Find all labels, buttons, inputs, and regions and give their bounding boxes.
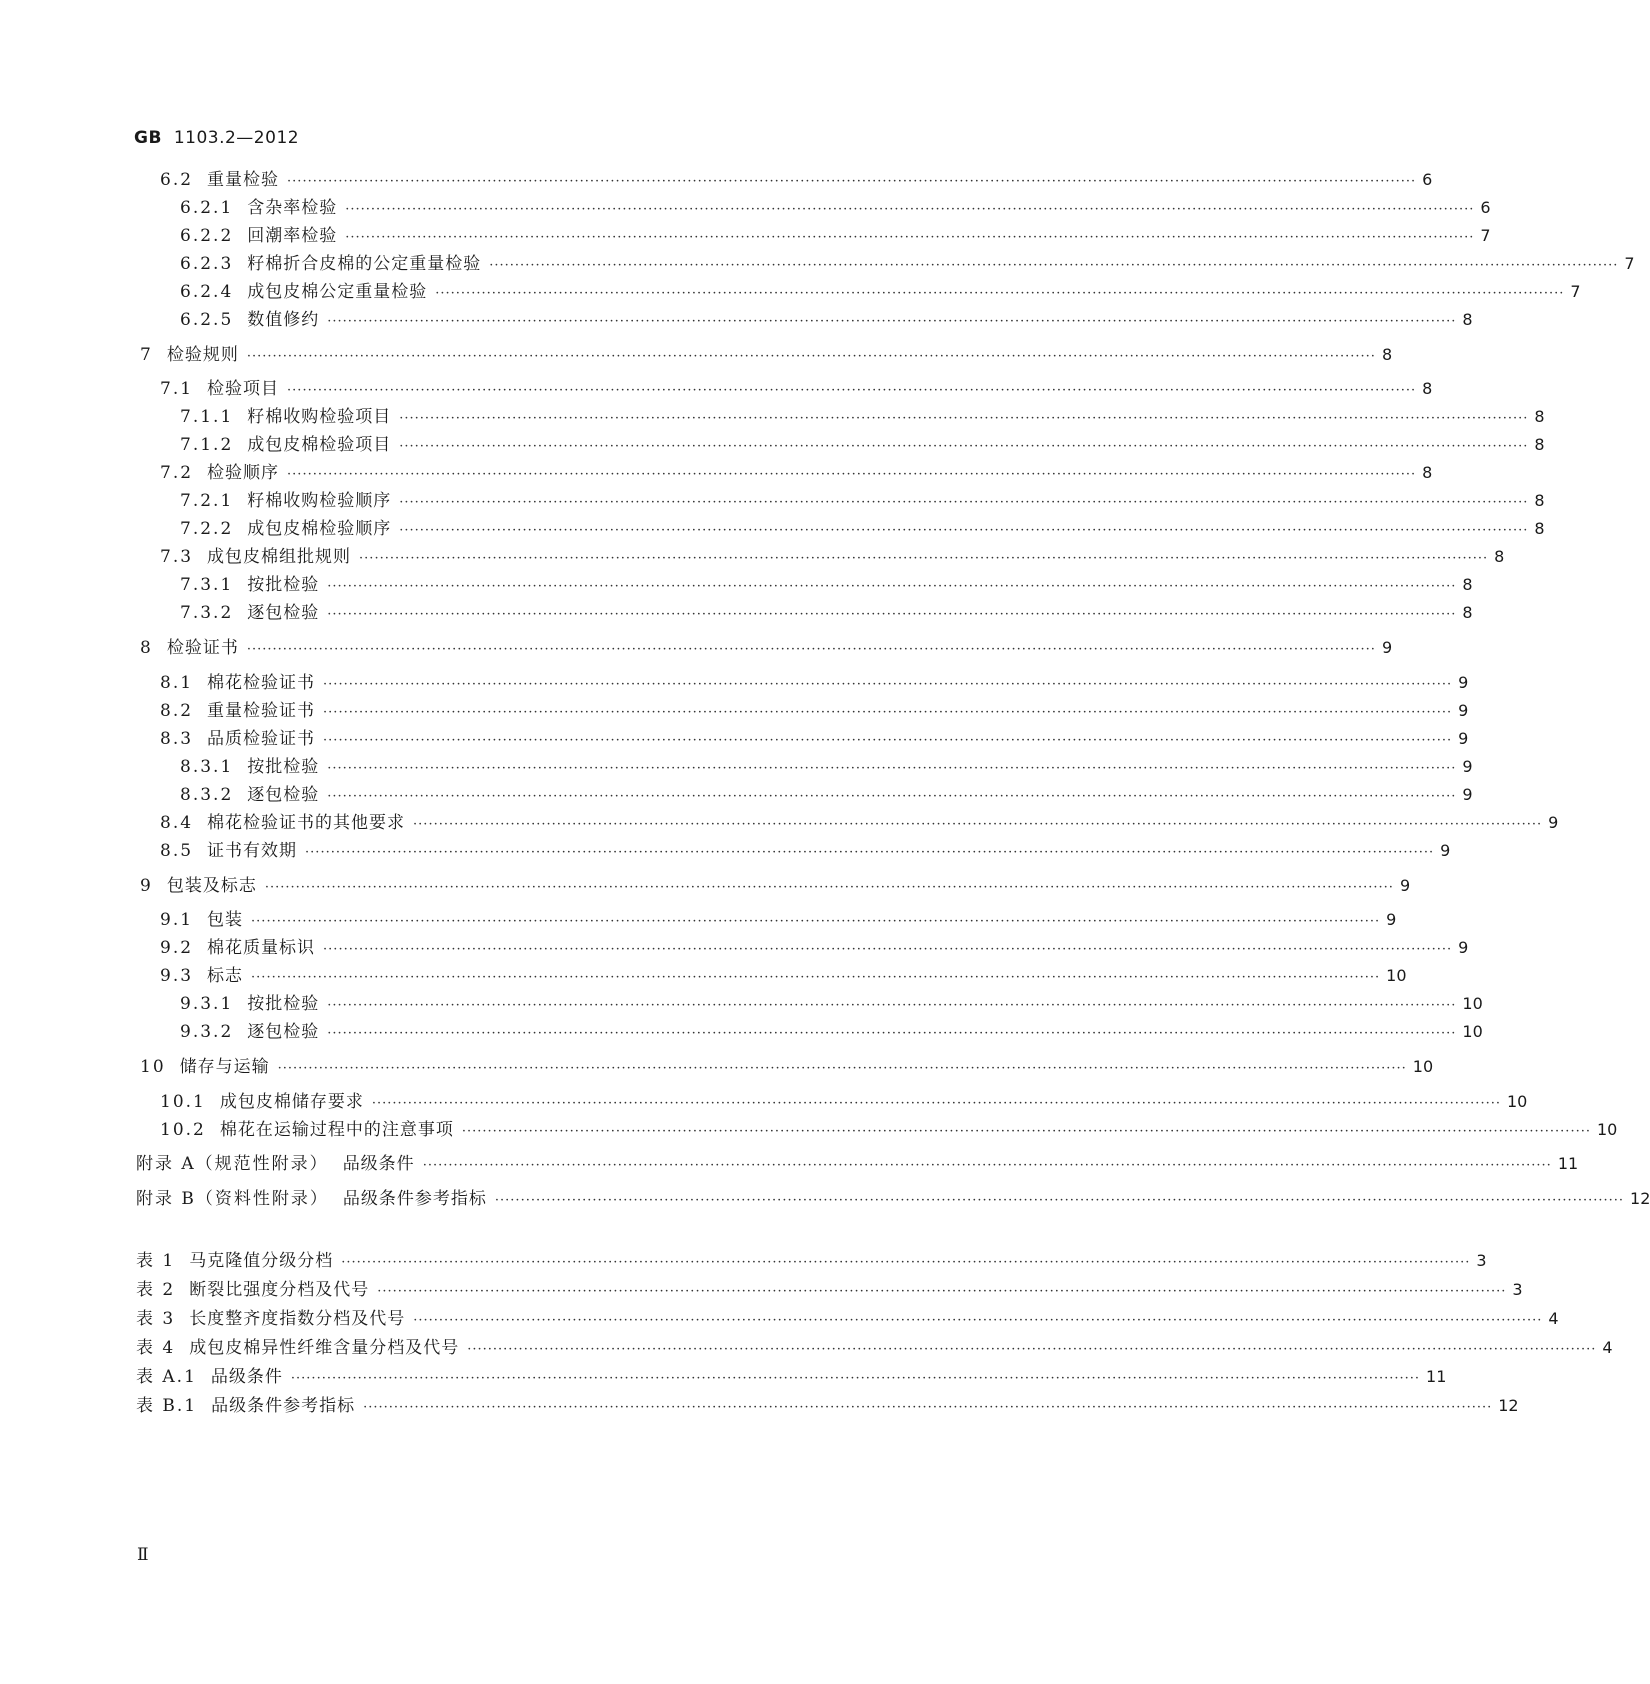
toc-entry[interactable] <box>180 280 1581 304</box>
toc-leader: ···························································································································································································································· <box>399 495 1529 510</box>
toc-leader: ···························································································································································································································· <box>359 551 1489 566</box>
toc-title: 按批检验 <box>247 994 320 1014</box>
toc-entry[interactable] <box>180 992 1483 1016</box>
standard-prefix: GB <box>134 128 162 148</box>
toc-leader: ···························································································································································································································· <box>399 411 1529 426</box>
toc-page: 3 <box>1512 1280 1523 1299</box>
toc-title: 籽棉收购检验顺序 <box>247 491 392 511</box>
toc-title: 证书有效期 <box>207 841 298 861</box>
toc-leader: ···························································································································································································································· <box>287 383 1417 398</box>
toc-number: 7.3.1 <box>180 575 234 595</box>
toc-entry[interactable] <box>160 839 1451 863</box>
toc-number: 9.3 <box>160 966 194 986</box>
toc-title: 品质检验证书 <box>207 729 316 749</box>
toc-entry[interactable] <box>180 573 1473 597</box>
toc-page: 9 <box>1458 673 1469 692</box>
toc-entry[interactable] <box>180 196 1491 220</box>
toc-leader: ···························································································································································································································· <box>494 1193 1625 1208</box>
toc-entry[interactable] <box>136 1365 1447 1389</box>
toc-title: 籽棉折合皮棉的公定重量检验 <box>247 254 482 274</box>
toc-page: 8 <box>1381 345 1393 364</box>
toc-leader: ···························································································································································································································· <box>363 1400 1493 1415</box>
toc-number: 7.3 <box>160 547 194 567</box>
toc-leader: ···························································································································································································································· <box>422 1158 1552 1173</box>
toc-entry[interactable] <box>140 874 1411 898</box>
toc-leader: ···························································································································································································································· <box>399 523 1529 538</box>
toc-page: 8 <box>1494 547 1505 566</box>
toc-number: 10 <box>140 1057 166 1077</box>
toc-page: 10 <box>1412 1057 1434 1076</box>
toc-title: 检验规则 <box>166 345 239 365</box>
toc-title: 回潮率检验 <box>247 226 338 246</box>
toc-entry[interactable] <box>160 811 1559 835</box>
toc-number: 6.2.4 <box>180 282 234 302</box>
toc-page: 6 <box>1480 198 1491 217</box>
toc-entry[interactable] <box>140 343 1393 367</box>
toc-number: 6.2.5 <box>180 310 234 330</box>
toc-entry[interactable] <box>140 636 1393 660</box>
toc-entry[interactable] <box>160 699 1469 723</box>
toc-number: 表 3 <box>136 1309 176 1329</box>
toc-title: 断裂比强度分档及代号 <box>189 1280 370 1300</box>
toc-leader: ···························································································································································································································· <box>413 1313 1543 1328</box>
toc-leader: ···························································································································································································································· <box>467 1342 1597 1357</box>
toc-number: 表 2 <box>136 1280 176 1300</box>
toc-page: 9 <box>1462 785 1473 804</box>
toc-page: 11 <box>1426 1367 1447 1386</box>
toc-title: 逐包检验 <box>247 603 320 623</box>
toc-page: 8 <box>1422 463 1433 482</box>
toc-leader: ···························································································································································································································· <box>461 1124 1591 1139</box>
toc-number: 7.1 <box>160 379 194 399</box>
toc-number: 7.3.2 <box>180 603 234 623</box>
toc-number: 7 <box>140 345 153 365</box>
toc-number: 8.5 <box>160 841 194 861</box>
toc-entry[interactable] <box>136 1336 1613 1360</box>
toc-title: 数值修约 <box>247 310 320 330</box>
toc-title: 检验证书 <box>166 638 239 658</box>
toc-title: 按批检验 <box>247 575 320 595</box>
toc-title: 储存与运输 <box>179 1057 270 1077</box>
toc-title: 标志 <box>207 966 244 986</box>
toc-page: 9 <box>1458 938 1469 957</box>
toc-leader: ···························································································································································································································· <box>345 202 1475 217</box>
toc-page: 6 <box>1422 170 1433 189</box>
toc-page: 8 <box>1534 491 1545 510</box>
toc-title: 检验项目 <box>207 379 280 399</box>
toc-entry[interactable] <box>180 433 1545 457</box>
toc-title: 成包皮棉组批规则 <box>207 547 352 567</box>
toc-page: 7 <box>1570 282 1581 301</box>
toc-title: 棉花质量标识 <box>207 938 316 958</box>
toc-entry[interactable] <box>160 908 1397 932</box>
toc-number: 6.2.2 <box>180 226 234 246</box>
toc-page: 8 <box>1534 435 1545 454</box>
toc-title: 品级条件参考指标 <box>342 1189 487 1209</box>
toc-entry[interactable] <box>180 517 1545 541</box>
toc-number: 9.1 <box>160 910 194 930</box>
toc-number: 8.3.1 <box>180 757 234 777</box>
toc-leader: ···························································································································································································································· <box>246 642 1376 657</box>
toc-number: 6.2.1 <box>180 198 234 218</box>
page-header <box>134 128 299 148</box>
toc-number: 10.2 <box>160 1120 206 1140</box>
toc-entry[interactable] <box>180 224 1491 248</box>
toc-leader: ···························································································································································································································· <box>287 467 1417 482</box>
toc-number: 附录 A（规范性附录） <box>136 1154 329 1174</box>
toc-page: 7 <box>1480 226 1491 245</box>
toc-page: 9 <box>1440 841 1451 860</box>
toc-entry[interactable] <box>160 964 1407 988</box>
toc-title: 籽棉收购检验项目 <box>247 407 392 427</box>
toc-number: 表 4 <box>136 1338 176 1358</box>
toc-leader: ···························································································································································································································· <box>277 1061 1407 1076</box>
toc-entry[interactable] <box>160 168 1433 192</box>
toc-title: 品级条件参考指标 <box>211 1396 356 1416</box>
toc-leader: ···························································································································································································································· <box>323 705 1453 720</box>
toc-title: 棉花检验证书的其他要求 <box>207 813 406 833</box>
toc-leader: ···························································································································································································································· <box>327 314 1457 329</box>
toc-leader: ···························································································································································································································· <box>323 677 1453 692</box>
toc-page: 11 <box>1557 1154 1579 1173</box>
toc-title: 成包皮棉检验顺序 <box>247 519 392 539</box>
toc-entry[interactable] <box>160 1118 1618 1142</box>
toc-leader: ···························································································································································································································· <box>345 230 1475 245</box>
toc-number: 9.2 <box>160 938 194 958</box>
toc-title: 长度整齐度指数分档及代号 <box>189 1309 406 1329</box>
toc-number: 8.3 <box>160 729 194 749</box>
toc-page: 9 <box>1399 876 1411 895</box>
toc-title: 检验顺序 <box>207 463 280 483</box>
toc-title: 逐包检验 <box>247 785 320 805</box>
toc-number: 8.1 <box>160 673 194 693</box>
toc-leader: ···························································································································································································································· <box>327 789 1457 804</box>
toc-leader: ···························································································································································································································· <box>327 998 1457 1013</box>
toc-entry[interactable] <box>180 489 1545 513</box>
toc-number: 10.1 <box>160 1092 206 1112</box>
toc-entry[interactable] <box>160 377 1433 401</box>
toc-leader: ···························································································································································································································· <box>264 880 1394 895</box>
toc-leader: ···························································································································································································································· <box>251 914 1381 929</box>
toc-leader: ···························································································································································································································· <box>489 258 1619 273</box>
toc-page: 12 <box>1498 1396 1519 1415</box>
toc-entry[interactable] <box>136 1187 1650 1211</box>
toc-entry[interactable] <box>136 1307 1559 1331</box>
toc-page: 8 <box>1462 603 1473 622</box>
toc-leader: ···························································································································································································································· <box>399 439 1529 454</box>
toc-number: 6.2 <box>160 170 194 190</box>
toc-leader: ···························································································································································································································· <box>246 349 1376 364</box>
toc-page: 10 <box>1386 966 1407 985</box>
toc-title: 重量检验 <box>207 170 280 190</box>
page-number: Ⅱ <box>137 1545 149 1565</box>
toc-title: 包装 <box>207 910 244 930</box>
toc-title: 包装及标志 <box>166 876 257 896</box>
toc-number: 8.2 <box>160 701 194 721</box>
toc-number: 7.2.2 <box>180 519 234 539</box>
toc-number: 7.2 <box>160 463 194 483</box>
toc-number: 8.3.2 <box>180 785 234 805</box>
toc-leader: ···························································································································································································································· <box>435 286 1565 301</box>
toc-title: 成包皮棉异性纤维含量分档及代号 <box>189 1338 460 1358</box>
toc-page: 7 <box>1624 254 1635 273</box>
toc-number: 8 <box>140 638 153 658</box>
toc-page: 8 <box>1534 519 1545 538</box>
toc-leader: ···························································································································································································································· <box>413 817 1543 832</box>
toc-entry[interactable] <box>160 545 1505 569</box>
toc-title: 按批检验 <box>247 757 320 777</box>
toc-entry[interactable] <box>160 727 1469 751</box>
toc-entry[interactable] <box>160 1090 1528 1114</box>
toc-page: 9 <box>1458 701 1469 720</box>
toc-entry[interactable] <box>160 461 1433 485</box>
toc-entry[interactable] <box>136 1278 1523 1302</box>
toc-number: 8.4 <box>160 813 194 833</box>
toc-number: 6.2.3 <box>180 254 234 274</box>
toc-page: 8 <box>1422 379 1433 398</box>
toc-page: 10 <box>1596 1120 1618 1139</box>
toc-title: 成包皮棉检验项目 <box>247 435 392 455</box>
toc-leader: ···························································································································································································································· <box>341 1255 1471 1270</box>
toc-entry[interactable] <box>180 308 1473 332</box>
toc-title: 含杂率检验 <box>247 198 338 218</box>
toc-page: 3 <box>1476 1251 1487 1270</box>
toc-page: 9 <box>1462 757 1473 776</box>
toc-page: 9 <box>1548 813 1559 832</box>
toc-leader: ···························································································································································································································· <box>327 1026 1457 1041</box>
toc-title: 品级条件 <box>342 1154 415 1174</box>
toc-leader: ···························································································································································································································· <box>305 845 1435 860</box>
toc-page: 10 <box>1506 1092 1528 1111</box>
toc-entry[interactable] <box>180 405 1545 429</box>
toc-entry[interactable] <box>180 601 1473 625</box>
toc-number: 表 1 <box>136 1251 176 1271</box>
toc-entry[interactable] <box>180 252 1635 276</box>
toc-leader: ···························································································································································································································· <box>377 1284 1507 1299</box>
toc-entry[interactable] <box>160 936 1469 960</box>
toc-entry[interactable] <box>136 1152 1579 1176</box>
toc-page: 10 <box>1462 1022 1483 1041</box>
toc-number: 7.2.1 <box>180 491 234 511</box>
toc-title: 马克隆值分级分档 <box>189 1251 334 1271</box>
toc-title: 品级条件 <box>210 1367 283 1387</box>
toc-leader: ···························································································································································································································· <box>323 942 1453 957</box>
toc-number: 表 A.1 <box>136 1367 197 1387</box>
toc-leader: ···························································································································································································································· <box>323 733 1453 748</box>
toc-entry[interactable] <box>180 1020 1483 1044</box>
toc-leader: ···························································································································································································································· <box>251 970 1381 985</box>
toc-page: 9 <box>1458 729 1469 748</box>
toc-entry[interactable] <box>136 1394 1519 1418</box>
toc-number: 9 <box>140 876 153 896</box>
toc-page: 8 <box>1462 310 1473 329</box>
toc-page: 10 <box>1462 994 1483 1013</box>
toc-page: 9 <box>1386 910 1397 929</box>
toc-leader: ···························································································································································································································· <box>371 1096 1501 1111</box>
toc-number: 9.3.1 <box>180 994 234 1014</box>
toc-leader: ···························································································································································································································· <box>287 174 1417 189</box>
toc-number: 7.1.1 <box>180 407 234 427</box>
toc-page: 12 <box>1630 1189 1650 1208</box>
toc-number: 附录 B（资料性附录） <box>136 1189 329 1209</box>
toc-title: 成包皮棉公定重量检验 <box>247 282 428 302</box>
toc-leader: ···························································································································································································································· <box>290 1371 1421 1386</box>
toc-leader: ···························································································································································································································· <box>327 607 1457 622</box>
toc-page: 8 <box>1462 575 1473 594</box>
toc-entry[interactable] <box>180 783 1473 807</box>
toc-title: 重量检验证书 <box>207 701 316 721</box>
toc-title: 棉花在运输过程中的注意事项 <box>219 1120 454 1140</box>
standard-number: 1103.2—2012 <box>173 128 300 148</box>
toc-leader: ···························································································································································································································· <box>327 579 1457 594</box>
toc-page: 9 <box>1381 638 1393 657</box>
toc-entry[interactable] <box>140 1055 1434 1079</box>
toc-page: 4 <box>1602 1338 1613 1357</box>
toc-entry[interactable] <box>136 1249 1487 1273</box>
toc-title: 逐包检验 <box>247 1022 320 1042</box>
toc-number: 9.3.2 <box>180 1022 234 1042</box>
toc-page: 8 <box>1534 407 1545 426</box>
toc-title: 棉花检验证书 <box>207 673 316 693</box>
toc-page: 4 <box>1548 1309 1559 1328</box>
toc-leader: ···························································································································································································································· <box>327 761 1457 776</box>
toc-number: 7.1.2 <box>180 435 234 455</box>
toc-entry[interactable] <box>180 755 1473 779</box>
toc-number: 表 B.1 <box>136 1396 198 1416</box>
toc-entry[interactable] <box>160 671 1469 695</box>
toc-title: 成包皮棉储存要求 <box>219 1092 364 1112</box>
